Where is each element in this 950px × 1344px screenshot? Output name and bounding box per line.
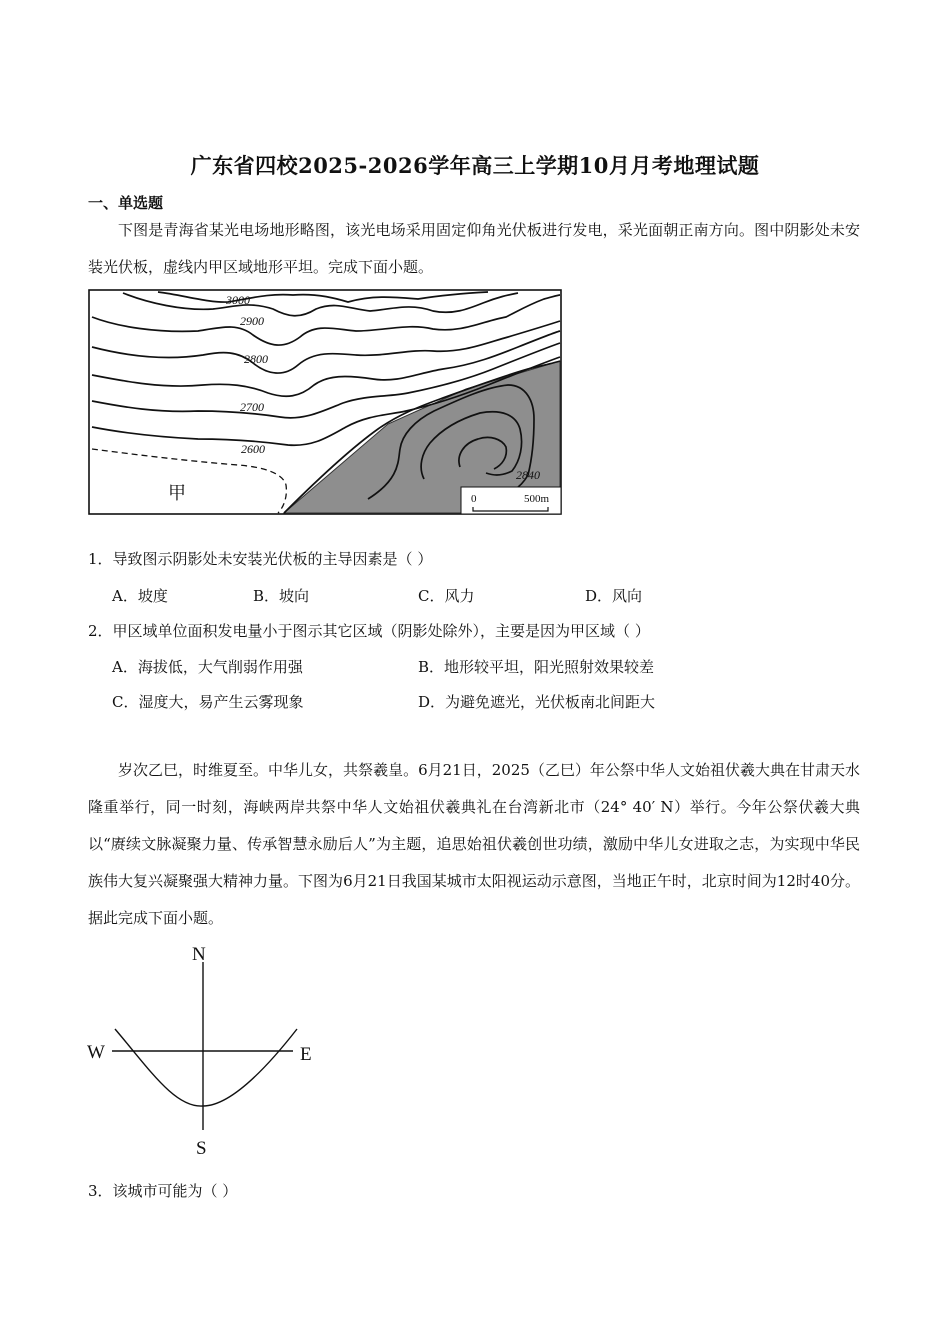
west-label: W bbox=[87, 1042, 105, 1063]
region-label-jia: 甲 bbox=[168, 483, 186, 503]
q2-option-b: B．地形较平坦，阳光照射效果较差 bbox=[418, 658, 655, 676]
page-title: 广东省四校2025-2026学年高三上学期10月月考地理试题 bbox=[190, 153, 760, 178]
question-1: 1．导致图示阴影处未安装光伏板的主导因素是（ ） bbox=[88, 550, 433, 568]
q2-option-a: A．海拔低，大气削弱作用强 bbox=[112, 658, 303, 676]
contour-label-3000: 3000 bbox=[226, 293, 250, 307]
sun-path-curve bbox=[115, 1029, 297, 1106]
question-2: 2．甲区域单位面积发电量小于图示其它区域（阴影处除外），主要是因为甲区域（ ） bbox=[88, 622, 650, 640]
south-label: S bbox=[196, 1138, 207, 1159]
q1-option-a: A．坡度 bbox=[112, 587, 168, 605]
contour-label-2900: 2900 bbox=[240, 314, 264, 328]
q2-option-d: D．为避免遮光，光伏板南北间距大 bbox=[418, 693, 656, 711]
q1-option-b: B．坡向 bbox=[253, 587, 310, 605]
east-label: E bbox=[300, 1044, 312, 1065]
section-heading: 一、单选题 bbox=[88, 194, 164, 212]
contour-label-2840: 2840 bbox=[516, 468, 540, 482]
scale-end: 500m bbox=[524, 493, 550, 505]
north-label: N bbox=[192, 944, 206, 965]
contour-label-2700: 2700 bbox=[240, 400, 264, 414]
contour-label-2600: 2600 bbox=[241, 442, 265, 456]
q1-option-c: C．风力 bbox=[418, 587, 475, 605]
contour-map bbox=[88, 289, 564, 517]
q2-option-c: C．湿度大，易产生云雾现象 bbox=[112, 693, 304, 711]
contour-label-2800: 2800 bbox=[244, 352, 268, 366]
sun-path-diagram bbox=[80, 940, 330, 1160]
question-3: 3．该城市可能为（ ） bbox=[88, 1182, 238, 1200]
intro-paragraph-1: 下图是青海省某光电场地形略图，该光电场采用固定仰角光伏板进行发电，采光面朝正南方向。图中阴影处未安装光伏板，虚线内甲区域地形平坦。完成下面小题。 bbox=[88, 221, 860, 276]
scale-zero: 0 bbox=[471, 493, 477, 505]
q1-option-d: D．风向 bbox=[585, 587, 643, 605]
intro-paragraph-2: 岁次乙巳，时维夏至。中华儿女，共祭羲皇。6月21日，2025（乙巳）年公祭中华人文始祖伏羲大典在甘肃天水隆重举行，同一时刻，海峡两岸共祭中华人文始祖伏羲典礼在台湾新北市（24° 40′ N）举行。今年公祭伏羲大典以“赓续文脉凝聚力量、传承智慧永励后人”为主题，追思始祖伏羲创世功绩，激励中华儿女进取之志，为实现中华民族伟大复兴凝聚强大精神力量。下图为6月21日我国某城市太阳视运动示意图，当地正午时，北京时间为12时40分。据此完成下面小题。 bbox=[88, 761, 860, 927]
